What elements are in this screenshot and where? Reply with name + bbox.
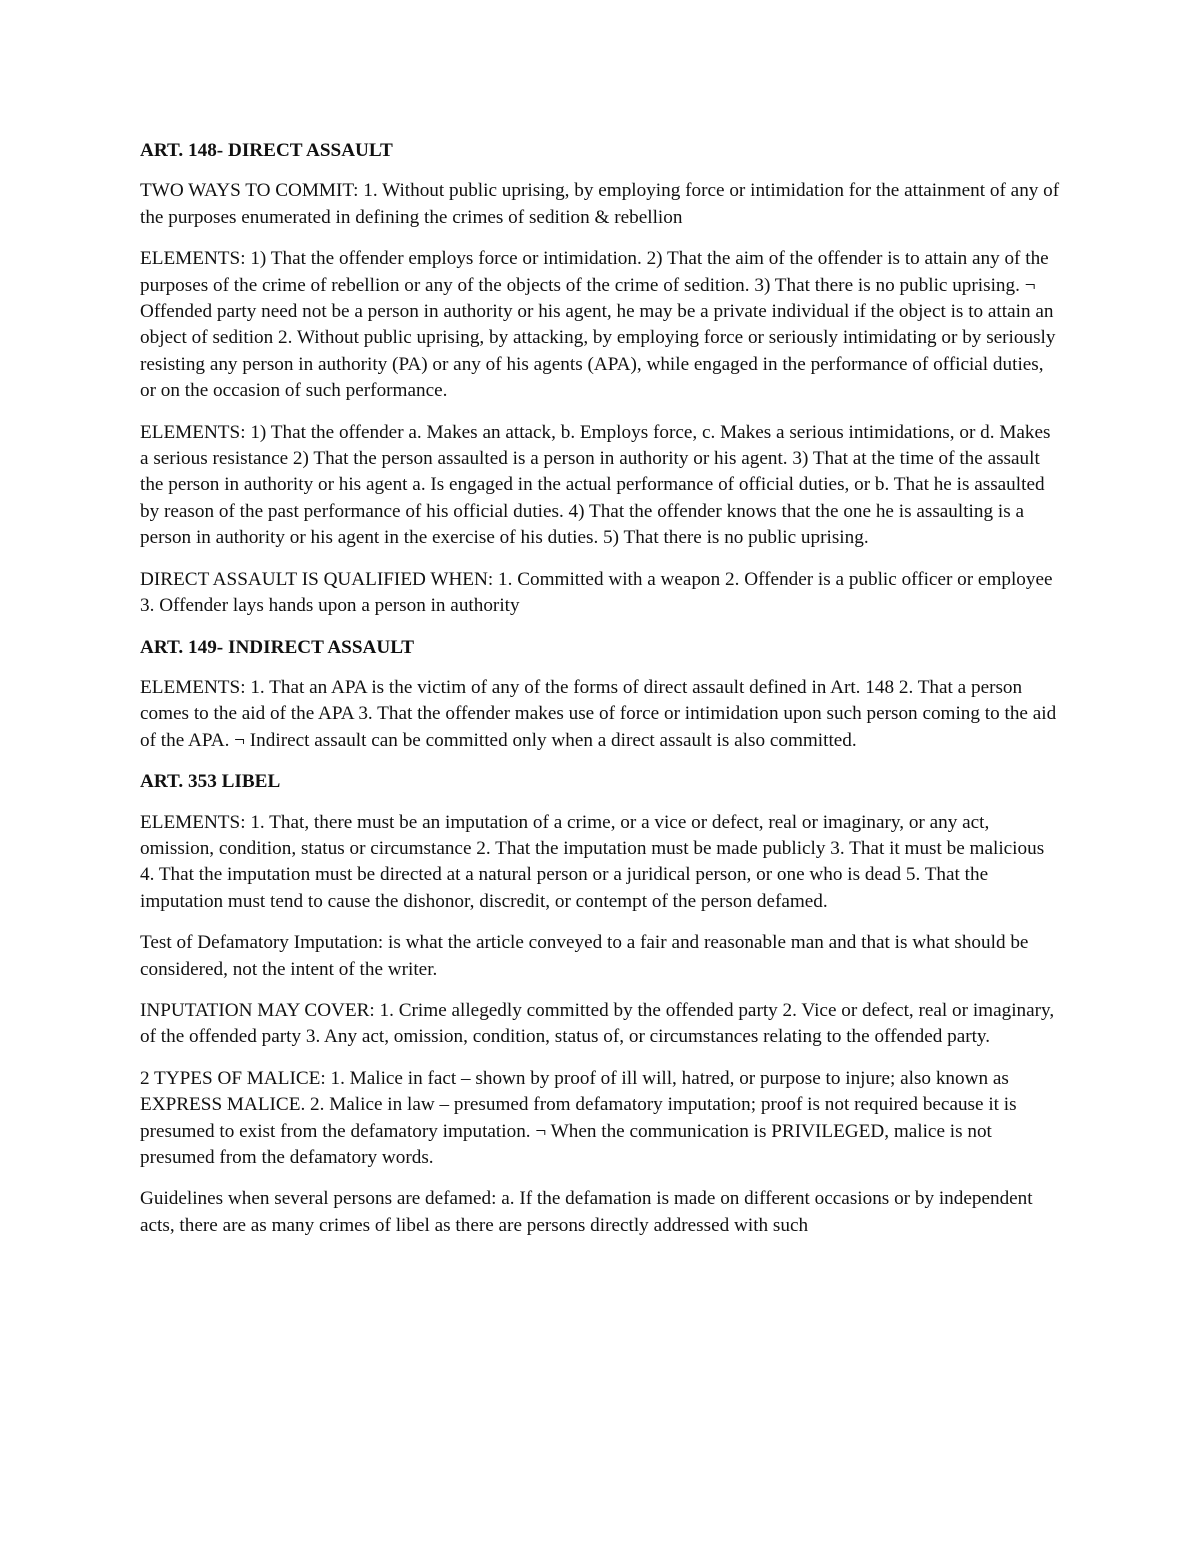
imputation-may-cover-paragraph: INPUTATION MAY COVER: 1. Crime allegedly committed by the offended party 2. Vice or defect, real or imaginary, of the offended party 3. Any act, omission, condition, status of, or circumstances relating to the offended party. (140, 999, 1055, 1048)
indirect-assault-elements-paragraph: ELEMENTS: 1. That an APA is the victim of any of the forms of direct assault defined in Art. 148 2. That a person comes to the aid of the APA 3. That the offender makes use of force or intimidation upon such person coming to the aid of the APA. ¬ Indirect assault can be committed only when a direct assault is also committed. (140, 676, 1057, 751)
guidelines-several-persons-paragraph: Guidelines when several persons are defamed: a. If the defamation is made on different occasions or by independent acts, there are as many crimes of libel as there are persons directly addressed with such (140, 1188, 1033, 1236)
article-149-heading: ART. 149- INDIRECT ASSAULT (140, 636, 415, 658)
libel-elements-paragraph: ELEMENTS: 1. That, there must be an imputation of a crime, or a vice or defect, real or imaginary, or any act, omission, condition, status or circumstance 2. That the imputation must be made publicly 3. That it must be malicious 4. That the imputation must be directed at a natural person or a juridical person, or one who is dead 5. That the imputation must tend to cause the dishonor, discredit, or contempt of the person defamed. (140, 811, 1045, 912)
article-148-heading: ART. 148- DIRECT ASSAULT (140, 140, 393, 161)
test-of-defamatory-imputation-paragraph: Test of Defamatory Imputation: is what the article conveyed to a fair and reasonable man and that is what should be considered, not the intent of the writer. (140, 932, 1029, 980)
direct-assault-elements-second-paragraph: ELEMENTS: 1) That the offender a. Makes an attack, b. Employs force, c. Makes a serious intimidations, or d. Makes a serious resistance 2) That the person assaulted is a person in authority or his agent. 3) That at the time of the assault the person in authority or his agent a. Is engaged in the actual performance of official duties, or b. That he is assaulted by reason of the past performance of his official duties. 4) That the offender knows that the one he is assaulting is a person in authority or his agent in the exercise of his duties. 5) That there is no public uprising. (140, 421, 1051, 549)
document-page (140, 138, 1060, 1254)
types-of-malice-paragraph: 2 TYPES OF MALICE: 1. Malice in fact – shown by proof of ill will, hatred, or purpose to injure; also known as EXPRESS MALICE. 2. Malice in law – presumed from defamatory imputation; proof is not required because it is presumed to exist from the defamatory imputation. ¬ When the communication is PRIVILEGED, malice is not presumed from the defamatory words. (140, 1067, 1017, 1168)
direct-assault-elements-first-paragraph: ELEMENTS: 1) That the offender employs force or intimidation. 2) That the aim of the offender is to attain any of the purposes of the crime of rebellion or any of the objects of the crime of sedition. 3) That there is no public uprising. ¬ Offended party need not be a person in authority or his agent, he may be a private individual if the object is to attain an object of sedition 2. Without public uprising, by attacking, by employing force or seriously intimidating or by seriously resisting any person in authority (PA) or any of his agents (APA), while engaged in the performance of official duties, or on the occasion of such performance. (140, 248, 1056, 402)
two-ways-to-commit-paragraph: TWO WAYS TO COMMIT: 1. Without public uprising, by employing force or intimidation for the attainment of any of the purposes enumerated in defining the crimes of sedition & rebellion (140, 180, 1060, 228)
direct-assault-qualified-paragraph: DIRECT ASSAULT IS QUALIFIED WHEN: 1. Committed with a weapon 2. Offender is a public officer or employee 3. Offender lays hands upon a person in authority (140, 568, 1053, 617)
article-353-heading: ART. 353 LIBEL (140, 771, 281, 793)
